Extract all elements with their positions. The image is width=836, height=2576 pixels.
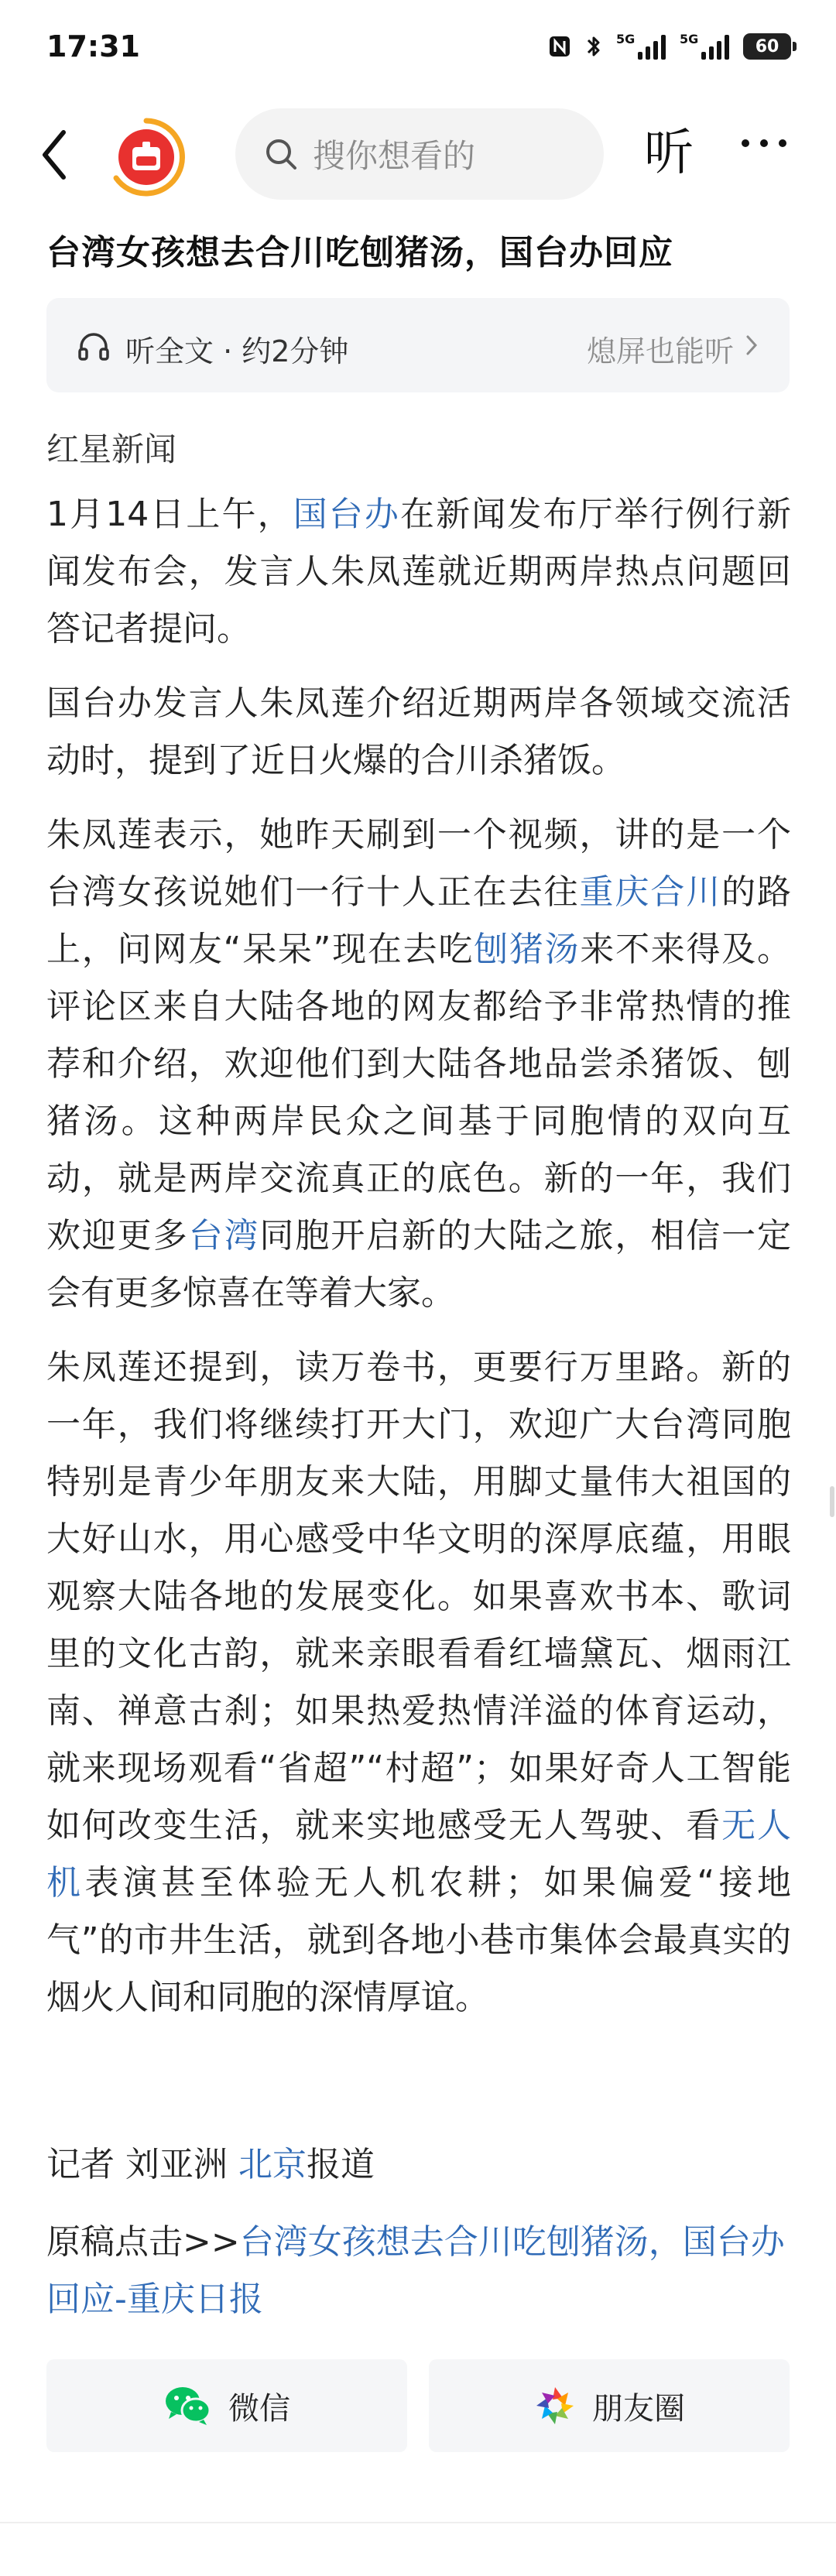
paragraph-text: 朱凤莲还提到，读万卷书，更要行万里路。新的一年，我们将继续打开大门，欢迎广大台湾同胞特别是青少年朋友来大陆，用脚丈量伟大祖国的大好山水，用心感受中华文明的深厚底蕴，用眼观察大陆各地的发展变化。如果喜欢书本、歌词里的文化古韵，就来亲眼看看红墙黛瓦、烟雨江南、禅意古刹；如果热爱热情洋溢的体育运动，就来现场观看“省超”“村超”；如果好奇人工智能如何改变生活，就来实地感受无人驾驶、看 (46, 1348, 791, 1845)
location-link[interactable]: 北京 (238, 2145, 307, 2184)
article-body (46, 486, 791, 2043)
original-article-link[interactable]: 台湾女孩想去合川吃刨猪汤，国台办回应-重庆日报 (46, 2222, 785, 2319)
battery-level: 60 (755, 36, 779, 57)
paragraph-text: 1月14日上午， (46, 495, 293, 534)
inline-keyword-link[interactable]: 无人机 (46, 1806, 792, 1903)
more-dot-icon (742, 139, 749, 147)
reporter-name: 记者 刘亚洲 (46, 2145, 238, 2184)
paragraph-text: 在新闻发布厅举行例行新闻发布会，发言人朱凤莲就近期两岸热点问题回答记者提问。 (46, 495, 792, 649)
signal-5g-icon (680, 33, 729, 60)
paragraph (46, 675, 791, 790)
listen-full-label: 听全文 · 约2分钟 (125, 334, 349, 368)
share-wechat-label: 微信 (228, 2390, 290, 2427)
paragraph (46, 486, 791, 658)
paragraph-text: 朱凤莲表示，她昨天刷到一个视频，讲的是一个台湾女孩说她们一行十人正在去往 (46, 815, 791, 912)
reporter-suffix: 报道 (306, 2145, 375, 2184)
paragraph-text: 来不来得及。评论区来自大陆各地的网友都给予非常热情的推荐和介绍，欢迎他们到大陆各地品尝杀猪饭、刨猪汤。这种两岸民众之间基于同胞情的双向互动，就是两岸交流真正的底色。新的一年，我们欢迎更多 (46, 930, 792, 1255)
article-title: 台湾女孩想去合川吃刨猪汤，国台办回应 (46, 233, 673, 272)
more-dot-icon (760, 139, 768, 147)
chevron-left-icon (39, 128, 70, 182)
search-input[interactable] (235, 108, 604, 200)
network-label: 5G (616, 32, 636, 46)
network-label: 5G (680, 32, 699, 46)
original-prefix: 原稿点击>> (46, 2222, 240, 2262)
scrollbar-thumb[interactable] (830, 1486, 834, 1517)
wechat-icon (163, 2384, 213, 2427)
search-placeholder: 搜你想看的 (313, 137, 476, 175)
paragraph (46, 807, 791, 1322)
listen-button[interactable]: 听 (644, 125, 694, 182)
battery-icon (743, 33, 791, 60)
share-moments-label: 朋友圈 (592, 2390, 685, 2427)
news-app-logo-icon (105, 116, 187, 198)
more-dot-icon (779, 139, 786, 147)
nfc-icon (548, 35, 571, 58)
status-time: 17:31 (46, 29, 140, 63)
signal-5g-icon (616, 33, 666, 60)
paragraph (46, 1339, 791, 2026)
more-options-button[interactable] (742, 139, 786, 147)
share-moments-button[interactable] (429, 2359, 790, 2452)
screen-off-listen-label[interactable]: 熄屏也能听 (586, 334, 734, 368)
headphones-icon (77, 331, 110, 361)
paragraph-text: 的路上，问网友“呆呆”现在去吃 (46, 872, 792, 969)
back-button[interactable] (31, 124, 77, 186)
inline-keyword-link[interactable]: 台湾 (188, 1216, 260, 1255)
listen-full-article-card[interactable] (46, 298, 790, 392)
status-icons (548, 28, 791, 65)
top-nav-bar (0, 101, 836, 209)
channel-logo[interactable] (105, 116, 187, 198)
bottom-divider (0, 2522, 836, 2523)
status-bar (0, 0, 836, 93)
paragraph-text: 国台办发言人朱凤莲介绍近期两岸各领域交流活动时，提到了近日火爆的合川杀猪饭。 (46, 683, 791, 780)
inline-keyword-link[interactable]: 重庆合川 (579, 872, 722, 912)
paragraph-text: 同胞开启新的大陆之旅，相信一定会有更多惊喜在等着大家。 (46, 1216, 792, 1313)
article-source: 红星新闻 (46, 430, 177, 468)
inline-keyword-link[interactable]: 刨猪汤 (474, 930, 581, 969)
paragraph-text: 表演甚至体验无人机农耕；如果偏爱“接地气”的市井生活，就到各地小巷市集体会最真实的烟火人间和同胞的深情厚谊。 (46, 1863, 792, 2017)
bluetooth-icon (585, 33, 602, 60)
chevron-right-icon (745, 334, 759, 357)
share-wechat-button[interactable] (46, 2359, 407, 2452)
original-article-line (46, 2214, 790, 2328)
reporter-line (46, 2136, 375, 2186)
inline-keyword-link[interactable]: 国台办 (293, 495, 400, 534)
moments-icon (533, 2384, 577, 2427)
search-icon (263, 136, 299, 172)
